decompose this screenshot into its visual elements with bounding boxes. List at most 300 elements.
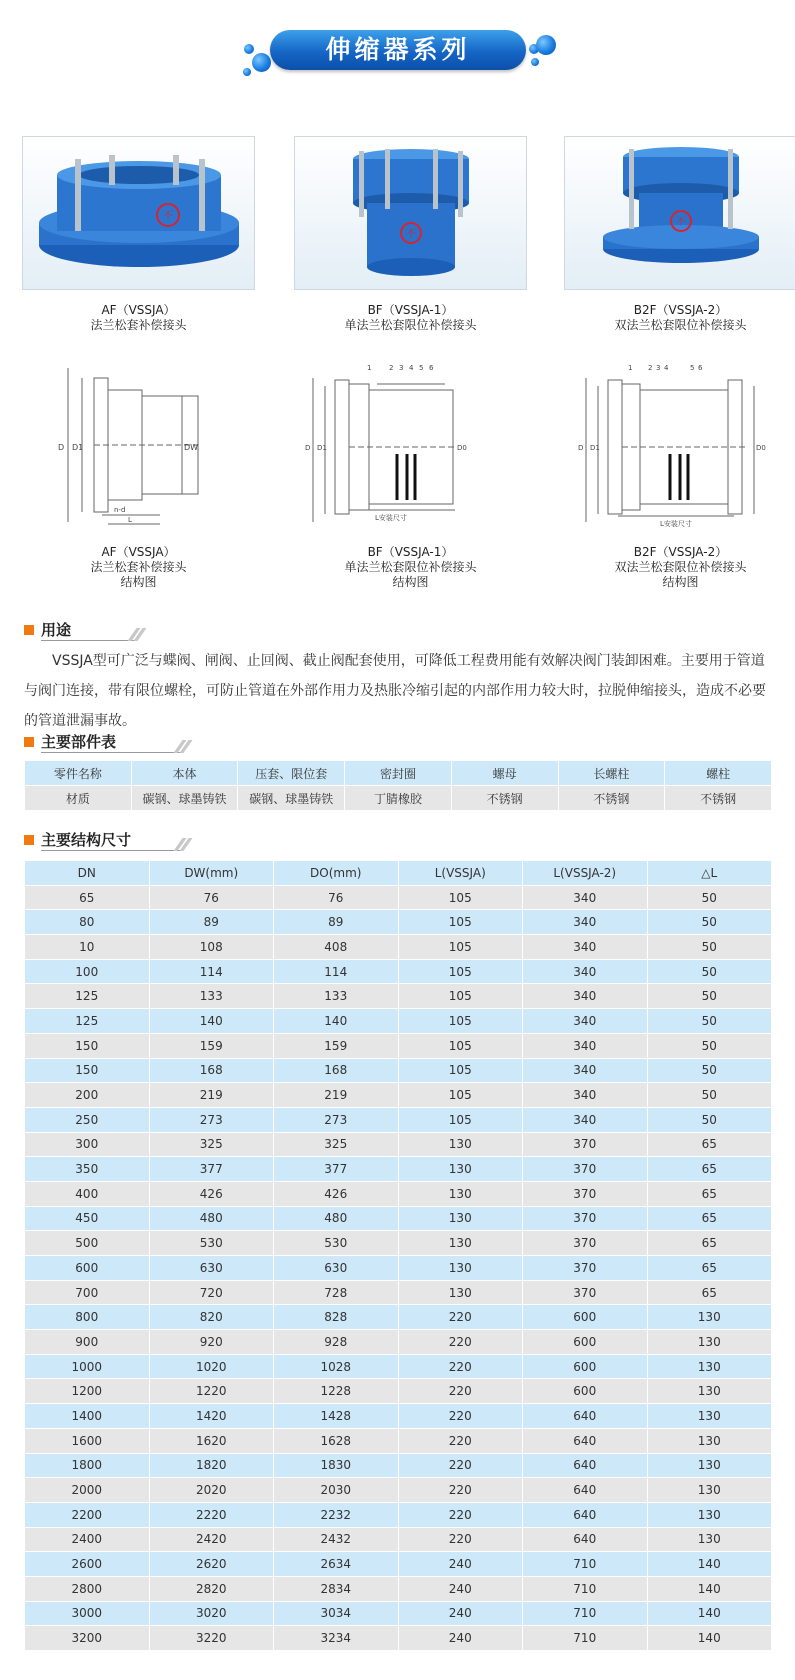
table-cell: 1420 xyxy=(149,1404,274,1429)
table-cell: 89 xyxy=(149,910,274,935)
table-cell: 50 xyxy=(647,1058,772,1083)
table-cell: 2220 xyxy=(149,1502,274,1527)
table-cell: 碳钢、球墨铸铁 xyxy=(238,786,345,811)
table-cell: 300 xyxy=(25,1132,150,1157)
product-code: AF（VSSJA） xyxy=(101,303,176,317)
header-cell: 本体 xyxy=(131,761,238,786)
table-cell: 240 xyxy=(398,1626,523,1651)
table-cell: 1820 xyxy=(149,1453,274,1478)
table-cell: 220 xyxy=(398,1305,523,1330)
table-cell: 377 xyxy=(149,1157,274,1182)
table-cell: 10 xyxy=(25,935,150,960)
table-row xyxy=(25,1083,772,1108)
table-cell: 340 xyxy=(523,1058,648,1083)
table-cell: 1830 xyxy=(274,1453,399,1478)
part-number: 6 xyxy=(698,364,703,372)
table-cell: 219 xyxy=(149,1083,274,1108)
table-cell: 130 xyxy=(647,1527,772,1552)
table-cell: 1400 xyxy=(25,1404,150,1429)
table-cell: 219 xyxy=(274,1083,399,1108)
table-cell: 50 xyxy=(647,1083,772,1108)
table-cell: 710 xyxy=(523,1601,648,1626)
dim-label: D1 xyxy=(590,444,600,452)
table-cell: 65 xyxy=(647,1132,772,1157)
table-cell: 220 xyxy=(398,1354,523,1379)
dim-label: L安装尺寸 xyxy=(660,520,692,528)
table-cell: 640 xyxy=(523,1502,648,1527)
table-row xyxy=(25,1527,772,1552)
decor-bubble xyxy=(244,44,254,54)
table-cell: 105 xyxy=(398,1058,523,1083)
table-cell: 76 xyxy=(149,885,274,910)
decor-bubble xyxy=(243,68,251,76)
dim-label: D xyxy=(305,444,311,452)
product-caption-bf xyxy=(294,303,527,333)
table-cell: 3000 xyxy=(25,1601,150,1626)
coupling-af-illustration xyxy=(23,137,255,290)
table-cell: 480 xyxy=(149,1206,274,1231)
dim-label: L安装尺寸 xyxy=(375,514,407,522)
table-cell: 140 xyxy=(274,1009,399,1034)
table-cell: 不锈钢 xyxy=(665,786,772,811)
table-cell: 140 xyxy=(647,1576,772,1601)
table-cell: 220 xyxy=(398,1478,523,1503)
table-cell: 105 xyxy=(398,1107,523,1132)
product-code: BF（VSSJA-1） xyxy=(367,303,454,317)
decor-bubble xyxy=(536,35,556,55)
table-cell: 133 xyxy=(274,984,399,1009)
table-cell: 1228 xyxy=(274,1379,399,1404)
table-cell: 114 xyxy=(274,959,399,984)
table-cell: 220 xyxy=(398,1404,523,1429)
table-cell: 3234 xyxy=(274,1626,399,1651)
table-cell: 159 xyxy=(149,1033,274,1058)
heading-text: 用途 xyxy=(41,621,72,639)
dim-label: D0 xyxy=(756,444,766,452)
heading-marker xyxy=(24,737,34,747)
table-cell: 370 xyxy=(523,1157,648,1182)
table-cell: 105 xyxy=(398,1033,523,1058)
table-cell: 130 xyxy=(398,1132,523,1157)
header-cell: L(VSSJA-2) xyxy=(523,861,648,886)
table-cell: 65 xyxy=(647,1181,772,1206)
heading-underline xyxy=(41,850,181,851)
table-cell: 480 xyxy=(274,1206,399,1231)
table-cell: 2600 xyxy=(25,1552,150,1577)
table-cell: 50 xyxy=(647,1033,772,1058)
table-cell: 273 xyxy=(149,1107,274,1132)
table-cell: 3220 xyxy=(149,1626,274,1651)
table-cell: 125 xyxy=(25,1009,150,1034)
part-number: 6 xyxy=(429,364,434,372)
dim-label: D xyxy=(58,443,65,452)
table-cell: 828 xyxy=(274,1305,399,1330)
table-cell: 640 xyxy=(523,1428,648,1453)
table-cell: 材质 xyxy=(25,786,132,811)
table-cell: 2432 xyxy=(274,1527,399,1552)
table-row xyxy=(25,1601,772,1626)
table-cell: 600 xyxy=(25,1256,150,1281)
part-number: 4 xyxy=(664,364,669,372)
part-number: 2 xyxy=(389,364,394,372)
table-cell: 370 xyxy=(523,1206,648,1231)
table-cell: 2200 xyxy=(25,1502,150,1527)
table-cell: 640 xyxy=(523,1404,648,1429)
table-row xyxy=(25,885,772,910)
table-cell: 130 xyxy=(398,1231,523,1256)
product-name: 双法兰松套限位补偿接头 xyxy=(614,318,747,332)
dim-label: D0 xyxy=(457,444,467,452)
table-cell: 2000 xyxy=(25,1478,150,1503)
table-cell: 400 xyxy=(25,1181,150,1206)
svg-text:不: 不 xyxy=(163,211,173,222)
table-cell: 2620 xyxy=(149,1552,274,1577)
table-cell: 340 xyxy=(523,1033,648,1058)
part-number: 4 xyxy=(409,364,414,372)
table-row xyxy=(25,1453,772,1478)
table-cell: 340 xyxy=(523,984,648,1009)
table-cell: 130 xyxy=(398,1206,523,1231)
table-cell: 3200 xyxy=(25,1626,150,1651)
table-cell: 1600 xyxy=(25,1428,150,1453)
table-cell: 640 xyxy=(523,1527,648,1552)
table-row xyxy=(25,984,772,1009)
table-cell: 350 xyxy=(25,1157,150,1182)
table-cell: 220 xyxy=(398,1502,523,1527)
table-cell: 450 xyxy=(25,1206,150,1231)
heading-marker xyxy=(24,625,34,635)
table-cell: 130 xyxy=(647,1354,772,1379)
table-cell: 630 xyxy=(274,1256,399,1281)
table-row xyxy=(25,1157,772,1182)
table-cell: 130 xyxy=(647,1404,772,1429)
structure-drawing-af xyxy=(50,360,210,530)
table-cell: 50 xyxy=(647,910,772,935)
table-cell: 65 xyxy=(647,1231,772,1256)
table-cell: 76 xyxy=(274,885,399,910)
table-cell: 600 xyxy=(523,1379,648,1404)
table-cell: 168 xyxy=(274,1058,399,1083)
table-row xyxy=(25,1478,772,1503)
table-cell: 220 xyxy=(398,1527,523,1552)
table-cell: 900 xyxy=(25,1330,150,1355)
table-cell: 65 xyxy=(647,1157,772,1182)
table-cell: 240 xyxy=(398,1552,523,1577)
heading-underline xyxy=(41,752,181,753)
heading-underline xyxy=(41,640,136,641)
table-cell: 426 xyxy=(274,1181,399,1206)
table-cell: 133 xyxy=(149,984,274,1009)
table-cell: 65 xyxy=(647,1206,772,1231)
table-cell: 820 xyxy=(149,1305,274,1330)
drawing-sub: 结构图 xyxy=(120,575,157,589)
drawing-code: B2F（VSSJA-2） xyxy=(633,545,728,559)
table-cell: 325 xyxy=(149,1132,274,1157)
table-cell: 140 xyxy=(647,1626,772,1651)
heading-marker xyxy=(24,835,34,845)
part-number: 2 xyxy=(648,364,653,372)
table-cell: 2232 xyxy=(274,1502,399,1527)
table-row xyxy=(25,959,772,984)
table-cell: 2634 xyxy=(274,1552,399,1577)
title-banner xyxy=(0,0,795,100)
table-cell: 50 xyxy=(647,959,772,984)
table-cell: 600 xyxy=(523,1354,648,1379)
table-row xyxy=(25,935,772,960)
table-cell: 2020 xyxy=(149,1478,274,1503)
table-row xyxy=(25,1280,772,1305)
table-cell: 273 xyxy=(274,1107,399,1132)
table-cell: 710 xyxy=(523,1576,648,1601)
table-cell: 1000 xyxy=(25,1354,150,1379)
table-row xyxy=(25,1132,772,1157)
table-cell: 130 xyxy=(398,1181,523,1206)
table-cell: 65 xyxy=(25,885,150,910)
table-cell: 340 xyxy=(523,1083,648,1108)
table-cell: 130 xyxy=(398,1280,523,1305)
table-cell: 2030 xyxy=(274,1478,399,1503)
table-row xyxy=(25,1033,772,1058)
drawing-caption-bf xyxy=(294,545,527,590)
table-cell: 710 xyxy=(523,1626,648,1651)
drawing-code: AF（VSSJA） xyxy=(101,545,176,559)
table-cell: 3034 xyxy=(274,1601,399,1626)
drawing-caption-af xyxy=(22,545,255,590)
table-cell: 50 xyxy=(647,935,772,960)
drawing-name: 单法兰松套限位补偿接头 xyxy=(344,560,477,574)
table-row xyxy=(25,1379,772,1404)
table-cell: 340 xyxy=(523,1009,648,1034)
table-cell: 250 xyxy=(25,1107,150,1132)
structure-drawing-bf xyxy=(305,360,475,530)
header-cell: DO(mm) xyxy=(274,861,399,886)
table-cell: 50 xyxy=(647,885,772,910)
heading-text: 主要部件表 xyxy=(41,733,117,751)
table-row xyxy=(25,1231,772,1256)
table-cell: 105 xyxy=(398,1009,523,1034)
dim-label: D1 xyxy=(72,443,84,452)
table-cell: 65 xyxy=(647,1280,772,1305)
table-header-row xyxy=(25,861,772,886)
table-cell: 370 xyxy=(523,1280,648,1305)
part-number: 1 xyxy=(628,364,633,372)
drawing-name: 双法兰松套限位补偿接头 xyxy=(614,560,747,574)
table-cell: 130 xyxy=(647,1379,772,1404)
dim-label: L xyxy=(128,516,132,524)
table-row xyxy=(25,1206,772,1231)
table-cell: 640 xyxy=(523,1478,648,1503)
table-cell: 105 xyxy=(398,935,523,960)
header-cell: DN xyxy=(25,861,150,886)
drawing-name: 法兰松套补偿接头 xyxy=(90,560,187,574)
decor-bubble xyxy=(252,53,271,72)
header-cell: 压套、限位套 xyxy=(238,761,345,786)
table-row xyxy=(25,1009,772,1034)
table-cell: 碳钢、球墨铸铁 xyxy=(131,786,238,811)
table-cell: 2834 xyxy=(274,1576,399,1601)
table-row xyxy=(25,1552,772,1577)
table-cell: 140 xyxy=(149,1009,274,1034)
table-row xyxy=(25,1404,772,1429)
table-cell: 130 xyxy=(647,1428,772,1453)
table-row xyxy=(25,1576,772,1601)
table-cell: 600 xyxy=(523,1330,648,1355)
table-cell: 220 xyxy=(398,1428,523,1453)
product-photo-bf xyxy=(294,136,527,290)
table-cell: 1020 xyxy=(149,1354,274,1379)
table-cell: 50 xyxy=(647,1107,772,1132)
page-title: 伸缩器系列 xyxy=(325,35,471,64)
table-cell: 340 xyxy=(523,959,648,984)
structure-drawing-b2f xyxy=(578,360,768,530)
table-cell: 130 xyxy=(647,1330,772,1355)
parts-table xyxy=(24,760,772,811)
table-cell: 408 xyxy=(274,935,399,960)
table-cell: 140 xyxy=(647,1552,772,1577)
table-cell: 50 xyxy=(647,984,772,1009)
table-cell: 1628 xyxy=(274,1428,399,1453)
table-cell: 340 xyxy=(523,1107,648,1132)
table-cell: 105 xyxy=(398,984,523,1009)
table-cell: 159 xyxy=(274,1033,399,1058)
part-number: 5 xyxy=(419,364,424,372)
header-cell: 螺柱 xyxy=(665,761,772,786)
table-row xyxy=(25,786,772,811)
table-cell: 1620 xyxy=(149,1428,274,1453)
header-cell: 零件名称 xyxy=(25,761,132,786)
table-cell: 200 xyxy=(25,1083,150,1108)
table-cell: 89 xyxy=(274,910,399,935)
table-cell: 105 xyxy=(398,885,523,910)
header-cell: 螺母 xyxy=(451,761,558,786)
table-row xyxy=(25,1428,772,1453)
table-cell: 1028 xyxy=(274,1354,399,1379)
svg-text:不: 不 xyxy=(406,229,416,240)
product-name: 单法兰松套限位补偿接头 xyxy=(344,318,477,332)
product-caption-b2f xyxy=(564,303,795,333)
product-photo-af xyxy=(22,136,255,290)
header-cell: △L xyxy=(647,861,772,886)
table-cell: 168 xyxy=(149,1058,274,1083)
table-cell: 710 xyxy=(523,1552,648,1577)
table-cell: 240 xyxy=(398,1601,523,1626)
coupling-b2f-illustration xyxy=(565,137,795,290)
table-cell: 2420 xyxy=(149,1527,274,1552)
part-number: 1 xyxy=(367,364,372,372)
table-row xyxy=(25,1626,772,1651)
table-cell: 340 xyxy=(523,910,648,935)
table-row xyxy=(25,910,772,935)
table-cell: 105 xyxy=(398,1083,523,1108)
table-row xyxy=(25,1330,772,1355)
table-row xyxy=(25,1305,772,1330)
table-cell: 600 xyxy=(523,1305,648,1330)
table-cell: 3020 xyxy=(149,1601,274,1626)
table-cell: 340 xyxy=(523,935,648,960)
usage-paragraph: VSSJA型可广泛与蝶阀、闸阀、止回阀、截止阀配套使用，可降低工程费用能有效解决阀门装卸困难。主要用于管道与阀门连接，带有限位螺栓，可防止管道在外部作用力及热胀冷缩引起的内部作用力较大时，拉脱伸缩接头，造成不必要的管道泄漏事故。 xyxy=(24,653,766,729)
table-cell: 130 xyxy=(398,1157,523,1182)
dim-label: DW xyxy=(184,443,199,452)
coupling-bf-illustration xyxy=(295,137,527,290)
table-cell: 130 xyxy=(398,1256,523,1281)
table-cell: 500 xyxy=(25,1231,150,1256)
dim-label: D xyxy=(578,444,584,452)
table-row xyxy=(25,1107,772,1132)
table-cell: 100 xyxy=(25,959,150,984)
table-cell: 65 xyxy=(647,1256,772,1281)
table-cell: 220 xyxy=(398,1330,523,1355)
table-cell: 377 xyxy=(274,1157,399,1182)
table-cell: 130 xyxy=(647,1305,772,1330)
table-cell: 140 xyxy=(647,1601,772,1626)
product-code: B2F（VSSJA-2） xyxy=(633,303,728,317)
table-cell: 325 xyxy=(274,1132,399,1157)
header-cell: 密封圈 xyxy=(345,761,452,786)
table-cell: 920 xyxy=(149,1330,274,1355)
dimensions-table xyxy=(24,860,772,1651)
dim-label: D1 xyxy=(317,444,327,452)
table-cell: 丁腈橡胶 xyxy=(345,786,452,811)
header-cell: 长螺柱 xyxy=(558,761,665,786)
table-cell: 530 xyxy=(149,1231,274,1256)
usage-text xyxy=(24,646,772,736)
table-cell: 不锈钢 xyxy=(451,786,558,811)
header-cell: DW(mm) xyxy=(149,861,274,886)
table-cell: 150 xyxy=(25,1058,150,1083)
drawing-sub: 结构图 xyxy=(392,575,429,589)
table-row xyxy=(25,1354,772,1379)
table-row xyxy=(25,1502,772,1527)
table-cell: 240 xyxy=(398,1576,523,1601)
table-cell: 640 xyxy=(523,1453,648,1478)
drawing-af-svg xyxy=(50,360,210,530)
table-cell: 108 xyxy=(149,935,274,960)
table-cell: 130 xyxy=(647,1502,772,1527)
dim-label: n-d xyxy=(114,506,126,514)
header-cell: L(VSSJA) xyxy=(398,861,523,886)
table-row xyxy=(25,1058,772,1083)
part-number: 3 xyxy=(656,364,661,372)
table-cell: 220 xyxy=(398,1453,523,1478)
table-row xyxy=(25,1256,772,1281)
table-cell: 800 xyxy=(25,1305,150,1330)
svg-text:不: 不 xyxy=(676,217,686,228)
product-photo-b2f xyxy=(564,136,795,290)
table-cell: 80 xyxy=(25,910,150,935)
part-number: 5 xyxy=(690,364,695,372)
table-cell: 220 xyxy=(398,1379,523,1404)
drawing-bf-svg xyxy=(305,360,475,530)
table-cell: 370 xyxy=(523,1256,648,1281)
table-cell: 50 xyxy=(647,1009,772,1034)
table-cell: 720 xyxy=(149,1280,274,1305)
table-cell: 不锈钢 xyxy=(558,786,665,811)
table-cell: 370 xyxy=(523,1231,648,1256)
table-cell: 2800 xyxy=(25,1576,150,1601)
table-cell: 530 xyxy=(274,1231,399,1256)
table-cell: 1220 xyxy=(149,1379,274,1404)
table-cell: 105 xyxy=(398,910,523,935)
table-cell: 700 xyxy=(25,1280,150,1305)
heading-text: 主要结构尺寸 xyxy=(41,831,132,849)
table-cell: 426 xyxy=(149,1181,274,1206)
product-name: 法兰松套补偿接头 xyxy=(90,318,187,332)
table-cell: 928 xyxy=(274,1330,399,1355)
table-cell: 370 xyxy=(523,1181,648,1206)
table-cell: 1800 xyxy=(25,1453,150,1478)
table-cell: 1428 xyxy=(274,1404,399,1429)
table-cell: 370 xyxy=(523,1132,648,1157)
